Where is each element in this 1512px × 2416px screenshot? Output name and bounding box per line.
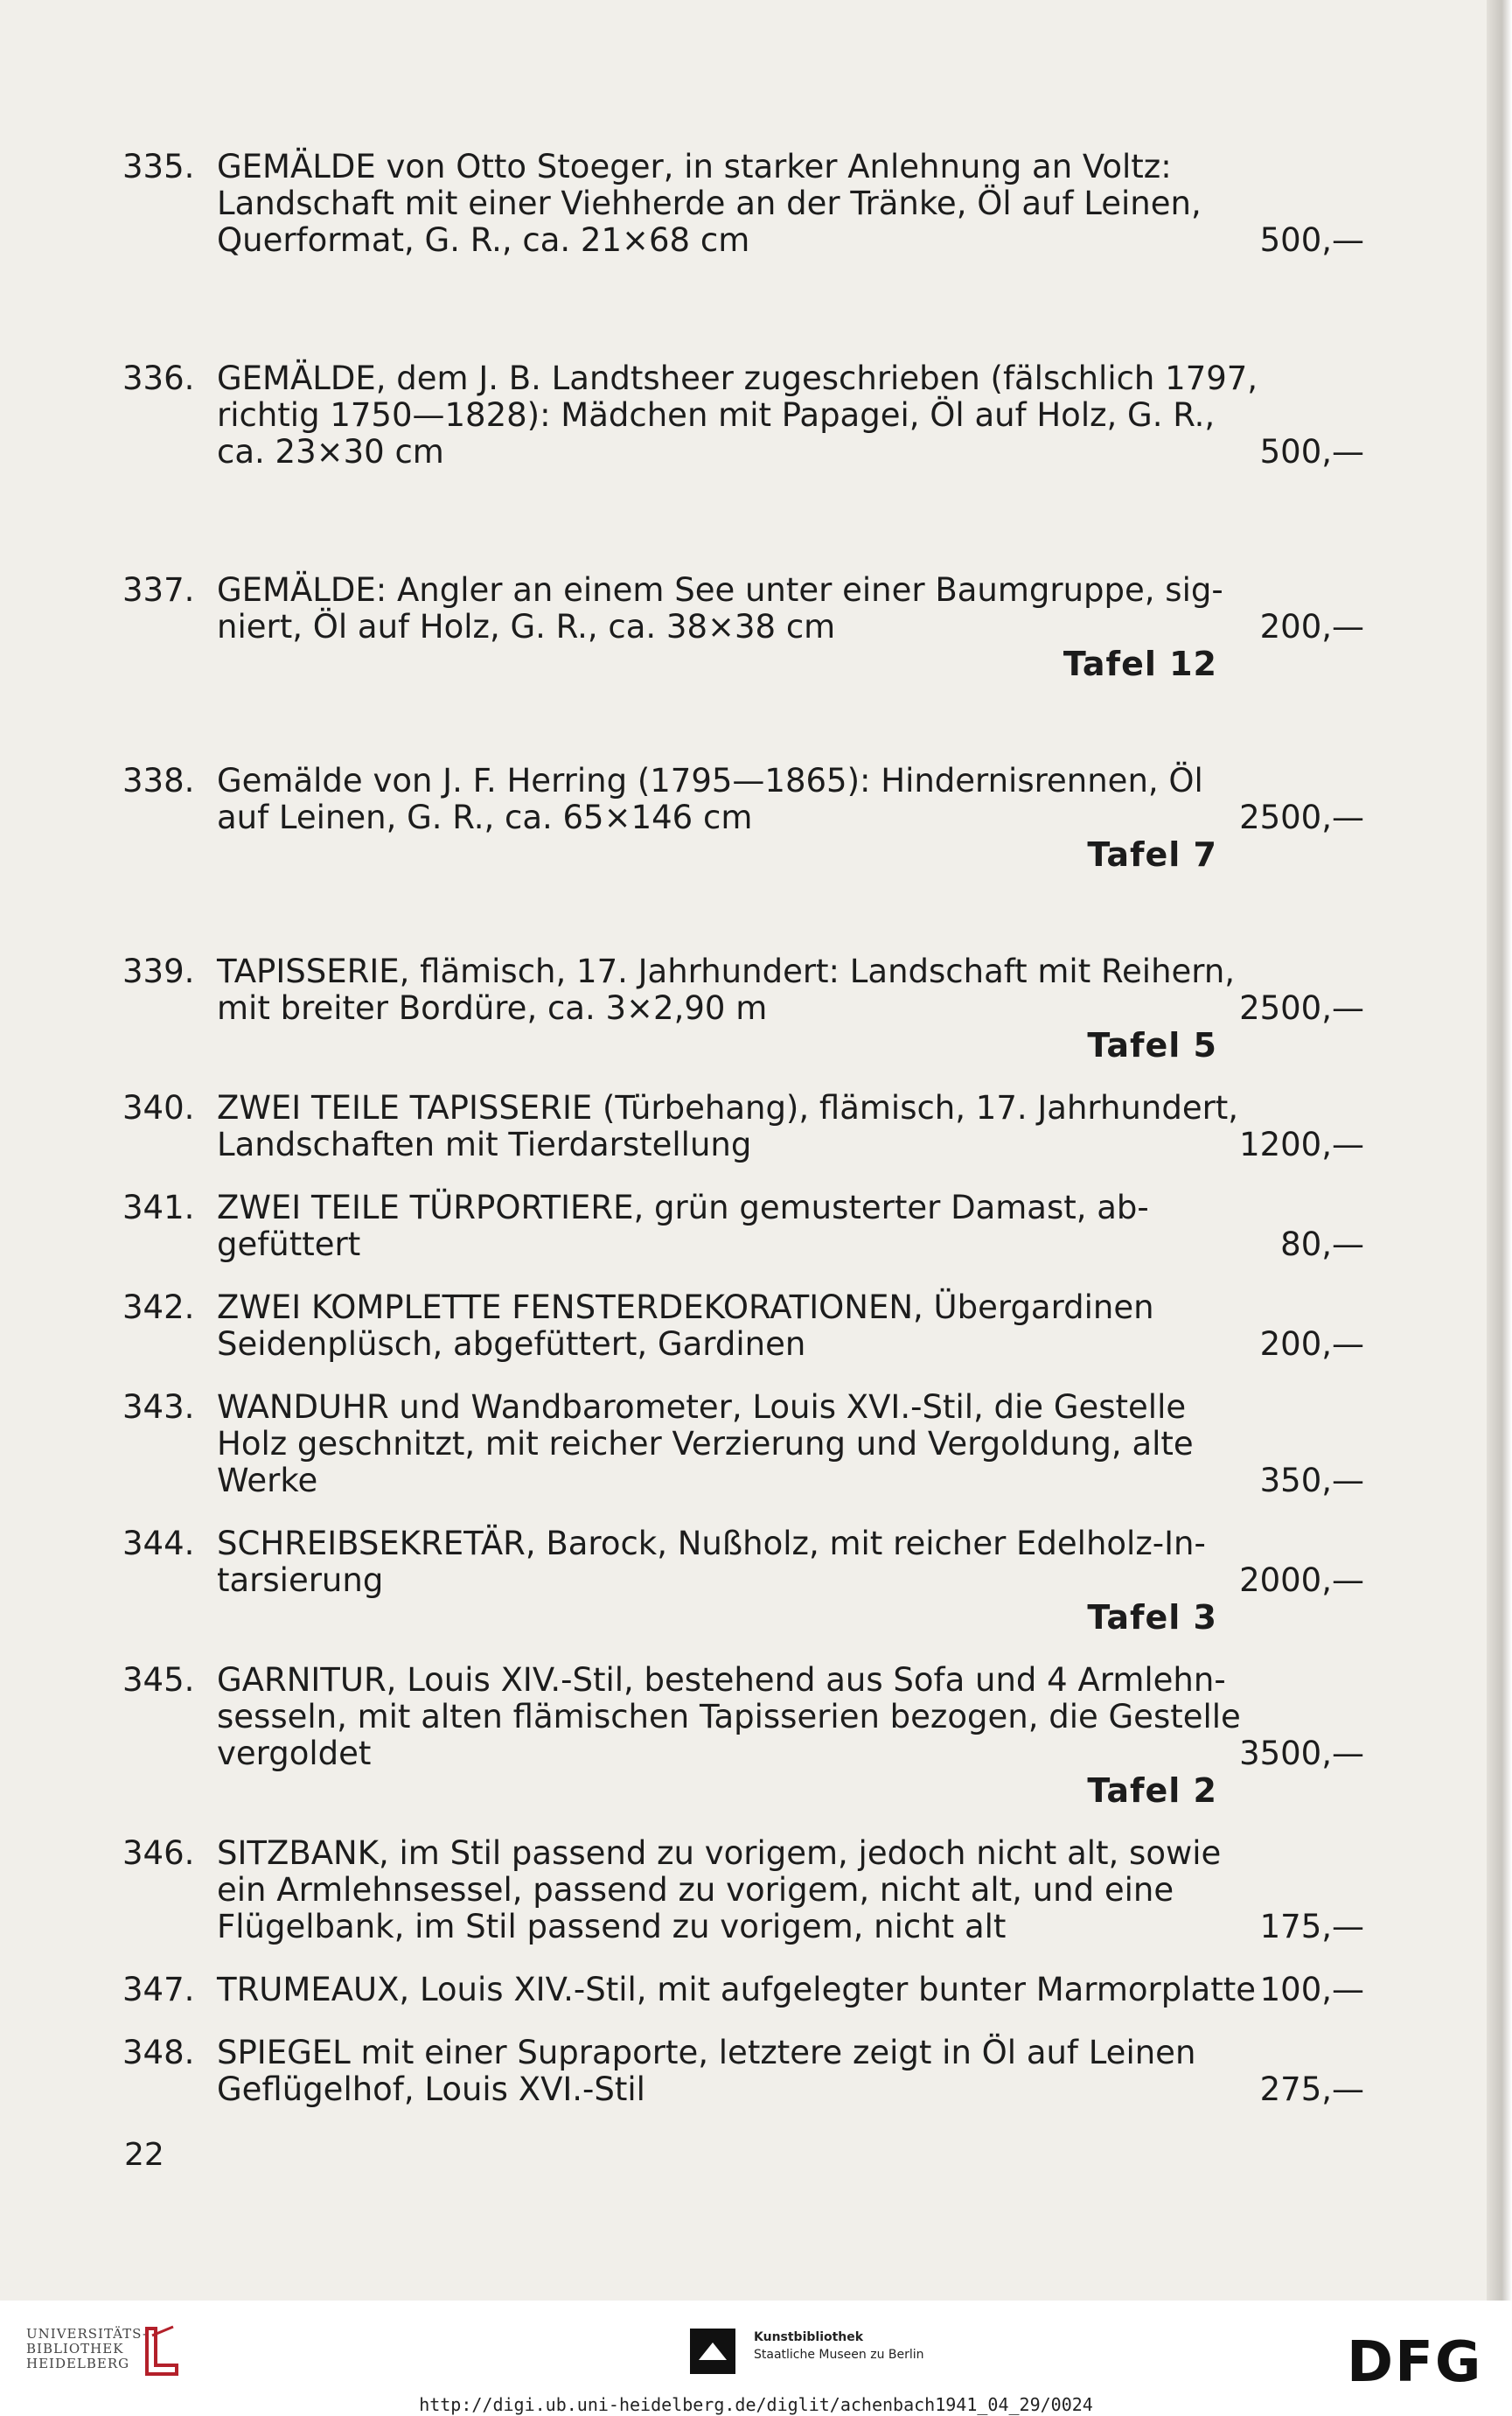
entry-line-text: SPIEGEL mit einer Supraporte, letztere zeigt in Öl auf Leinen [217, 2034, 1196, 2071]
entry-number: 345. [122, 1661, 195, 1699]
entry-price: 2000,— [1239, 1561, 1364, 1599]
entry-description [217, 149, 1217, 259]
entry-line-text: Geflügelhof, Louis XVI.-Stil [217, 2070, 645, 2108]
entry-line-text: Holz geschnitzt, mit reicher Verzierung und Vergoldung, alte [217, 1425, 1194, 1463]
entry-line [217, 990, 1217, 1027]
entry-line [217, 1526, 1217, 1562]
entry-line-text: richtig 1750—1828): Mädchen mit Papagei, Öl auf Holz, G. R., [217, 396, 1216, 434]
entry-price: 500,— [1259, 221, 1364, 259]
entry-line [217, 609, 1217, 646]
entry-description [217, 2035, 1217, 2108]
entry-line-text: gefüttert [217, 1225, 361, 1263]
catalog-entry [122, 1662, 1364, 1809]
entry-price: 2500,— [1239, 799, 1364, 836]
entry-line [217, 1735, 1217, 1772]
entry-line [217, 1289, 1217, 1326]
entry-line [217, 222, 1217, 259]
entry-line [217, 1463, 1217, 1499]
dfg-logo[interactable]: DFG [1347, 2330, 1483, 2395]
university-line: UNIVERSITÄTS- [26, 2326, 149, 2342]
entry-number: 339. [122, 953, 195, 990]
entry-line [217, 1226, 1217, 1263]
entry-number: 346. [122, 1834, 195, 1872]
entry-line [217, 1389, 1217, 1426]
catalog-entry [122, 953, 1364, 1064]
university-emblem-icon [140, 2320, 184, 2381]
entry-line-text: Flügelbank, im Stil passend zu vorigem, nicht alt [217, 1908, 1007, 1945]
permalink-url[interactable]: http://digi.ub.uni-heidelberg.de/diglit/achenbach1941_04_29/0024 [419, 2394, 1093, 2415]
entry-line [217, 1872, 1217, 1909]
entry-price: 80,— [1280, 1225, 1364, 1263]
entry-number: 343. [122, 1388, 195, 1426]
plate-reference: Tafel 7 [1087, 835, 1217, 874]
entry-price: 2500,— [1239, 989, 1364, 1027]
entry-line-text: SITZBANK, im Stil passend zu vorigem, jedoch nicht alt, sowie [217, 1834, 1222, 1872]
entry-price: 175,— [1259, 1908, 1364, 1945]
entry-line-text: ZWEI TEILE TAPISSERIE (Türbehang), flämisch, 17. Jahrhundert, [217, 1089, 1239, 1127]
entry-number: 342. [122, 1288, 195, 1326]
catalog-entry [122, 1526, 1364, 1636]
entry-line-text: TAPISSERIE, flämisch, 17. Jahrhundert: Landschaft mit Reihern, [217, 953, 1236, 990]
university-library-logo[interactable] [26, 2327, 148, 2371]
university-line: BIBLIOTHEK [26, 2341, 124, 2357]
catalog-entry [122, 1190, 1364, 1263]
entry-description [217, 360, 1258, 471]
entry-description [217, 1834, 1222, 1945]
entry-line [217, 1698, 1241, 1735]
entry-description [217, 1289, 1217, 1363]
entry-description [217, 1389, 1217, 1499]
entry-line-text: Querformat, G. R., ca. 21×68 cm [217, 221, 750, 259]
catalog-entry [122, 763, 1364, 873]
entry-line-text: auf Leinen, G. R., ca. 65×146 cm [217, 799, 753, 836]
entry-line-text: SCHREIBSEKRETÄR, Barock, Nußholz, mit reicher Edelholz-In- [217, 1525, 1206, 1562]
catalog-entry [122, 1835, 1364, 1945]
page-edge-shadow [1487, 0, 1512, 2301]
entry-number: 340. [122, 1089, 195, 1127]
plate-reference: Tafel 12 [1063, 645, 1217, 683]
entry-description [217, 1089, 1239, 1163]
entry-line [217, 397, 1217, 434]
catalog-entry [122, 1090, 1364, 1163]
entry-line [217, 185, 1217, 222]
catalog-entry [122, 2035, 1364, 2108]
page-number: 22 [124, 2137, 164, 2173]
entry-description [217, 1190, 1217, 1263]
entry-line-text: GEMÄLDE von Otto Stoeger, in starker Anlehnung an Voltz: [217, 148, 1172, 185]
plate-reference: Tafel 2 [1087, 1771, 1217, 1810]
entry-line [217, 1971, 1256, 2008]
entry-line [217, 1127, 1217, 1163]
entry-line-text: ZWEI KOMPLETTE FENSTERDEKORATIONEN, Übergardinen [217, 1288, 1154, 1326]
entry-line [217, 1190, 1217, 1226]
catalog-entry [122, 1289, 1364, 1363]
entry-price: 500,— [1259, 433, 1364, 471]
entry-line-text: Landschaft mit einer Viehherde an der Tränke, Öl auf Leinen, [217, 185, 1202, 222]
entry-line-text: ein Armlehnsessel, passend zu vorigem, nicht alt, und eine [217, 1871, 1174, 1909]
entry-line-text: ZWEI TEILE TÜRPORTIERE, grün gemusterter Damast, ab- [217, 1189, 1149, 1226]
catalog-entry [122, 360, 1364, 471]
entry-number: 344. [122, 1525, 195, 1562]
entry-description [217, 1526, 1217, 1599]
entry-line [217, 1661, 1226, 1699]
catalog-entry [122, 149, 1364, 259]
entry-line-text: ca. 23×30 cm [217, 433, 444, 471]
catalog-entry [122, 1389, 1364, 1499]
entry-line [217, 800, 1217, 836]
entry-number: 336. [122, 360, 195, 397]
entry-line [217, 1089, 1239, 1127]
catalog-entry [122, 1972, 1364, 2008]
entry-line-text: sesseln, mit alten flämischen Tapisserien bezogen, die Gestelle [217, 1698, 1241, 1735]
entry-description [217, 763, 1217, 836]
entry-line-text: Gemälde von J. F. Herring (1795—1865): Hindernisrennen, Öl [217, 762, 1203, 800]
entry-line-text: vergoldet [217, 1735, 372, 1772]
entry-price: 200,— [1259, 1325, 1364, 1363]
entry-price: 200,— [1259, 608, 1364, 646]
entry-description [217, 1661, 1241, 1772]
entry-description [217, 1971, 1256, 2008]
entry-line-text: mit breiter Bordüre, ca. 3×2,90 m [217, 989, 768, 1027]
entry-line [217, 2035, 1217, 2071]
entry-line [217, 1426, 1217, 1463]
kunstbibliothek-logo-icon [686, 2325, 739, 2378]
entry-line-text: TRUMEAUX, Louis XIV.-Stil, mit aufgelegter bunter Marmorplatte [217, 1971, 1256, 2008]
entry-number: 341. [122, 1189, 195, 1226]
entry-line-text: WANDUHR und Wandbarometer, Louis XVI.-Stil, die Gestelle [217, 1388, 1187, 1426]
entry-line [217, 1326, 1217, 1363]
entry-price: 350,— [1259, 1462, 1364, 1499]
entry-line [217, 434, 1217, 471]
entry-description [217, 953, 1236, 1027]
plate-reference: Tafel 5 [1087, 1026, 1217, 1065]
entry-price: 1200,— [1239, 1126, 1364, 1163]
plate-reference: Tafel 3 [1087, 1598, 1217, 1637]
entry-line [217, 149, 1217, 185]
entry-price: 275,— [1259, 2070, 1364, 2108]
footer-bar [0, 2301, 1512, 2416]
entry-number: 335. [122, 148, 195, 185]
entry-price: 3500,— [1239, 1735, 1364, 1772]
entry-number: 348. [122, 2034, 195, 2071]
entry-line [217, 763, 1217, 800]
entry-number: 338. [122, 762, 195, 800]
entry-line-text: Werke [217, 1462, 318, 1499]
entry-line [217, 953, 1236, 990]
university-line: HEIDELBERG [26, 2356, 130, 2371]
kunstbibliothek-title: Kunstbibliothek [754, 2330, 864, 2344]
entry-line-text: GEMÄLDE: Angler an einem See unter einer Baumgruppe, sig- [217, 571, 1223, 609]
entry-number: 337. [122, 571, 195, 609]
entry-line [217, 360, 1258, 397]
kunstbibliothek-subtitle: Staatliche Museen zu Berlin [754, 2348, 924, 2362]
entry-line-text: GARNITUR, Louis XIV.-Stil, bestehend aus Sofa und 4 Armlehn- [217, 1661, 1226, 1699]
entry-line [217, 2071, 1217, 2108]
catalog-entry [122, 572, 1364, 682]
entry-number: 347. [122, 1971, 195, 2008]
entry-line [217, 1834, 1222, 1872]
entry-line [217, 571, 1223, 609]
entry-line-text: niert, Öl auf Holz, G. R., ca. 38×38 cm [217, 608, 836, 646]
entry-line-text: Seidenplüsch, abgefüttert, Gardinen [217, 1325, 806, 1363]
entry-description [217, 571, 1223, 646]
entry-price: 100,— [1259, 1971, 1364, 2008]
kunstbibliothek-label[interactable] [754, 2329, 924, 2364]
entry-line-text: GEMÄLDE, dem J. B. Landtsheer zugeschrieben (fälschlich 1797, [217, 360, 1258, 397]
entry-line [217, 1562, 1217, 1599]
entry-line [217, 1909, 1217, 1945]
entry-line-text: tarsierung [217, 1561, 384, 1599]
catalog-entry-list [122, 149, 1364, 2108]
entry-line-text: Landschaften mit Tierdarstellung [217, 1126, 752, 1163]
